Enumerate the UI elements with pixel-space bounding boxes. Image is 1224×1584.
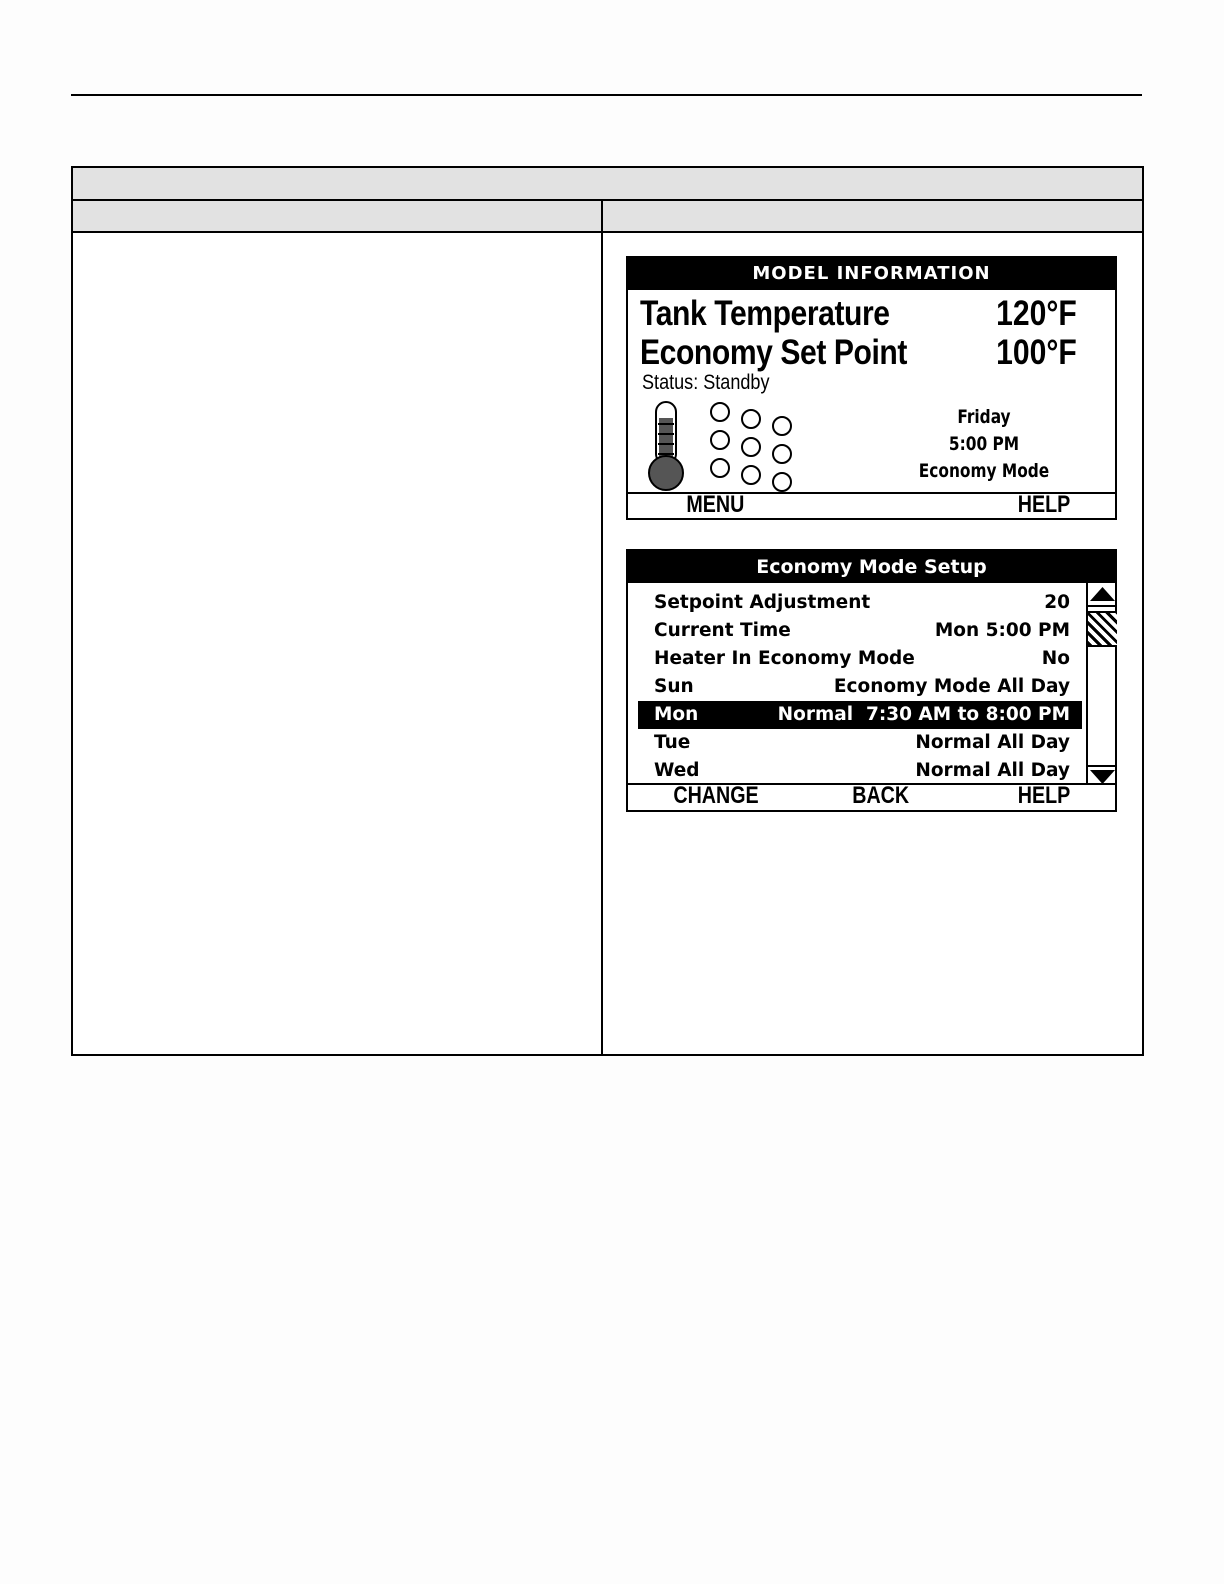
list-item-wed[interactable] [638,757,1082,785]
row-value: No [1041,648,1070,669]
row-label: Mon [654,704,699,725]
mode-text: Economy Mode [918,460,1050,482]
list-item-tue[interactable] [638,729,1082,757]
row-label: Setpoint Adjustment [654,592,871,613]
thermometer-icon [646,400,686,494]
tank-temperature-label: Tank Temperature [640,294,890,333]
menu-softkey[interactable]: MENU [686,491,745,518]
list-item-sun[interactable] [638,673,1082,701]
list-item-current-time[interactable] [638,617,1082,645]
row-value: Economy Mode All Day [833,676,1070,697]
row-value: Normal All Day [915,732,1070,753]
list-item-setpoint-adjustment[interactable] [638,589,1082,617]
time-text: 5:00 PM [948,433,1020,455]
softkey-bar [628,783,1115,810]
scroll-up-arrow-icon[interactable] [1088,583,1117,607]
row-label: Sun [654,676,694,697]
list-item-heater-in-economy-mode[interactable] [638,645,1082,673]
list-item-mon-selected[interactable] [638,701,1082,729]
day-text: Friday [957,406,1011,428]
row-value: Normal All Day [915,760,1070,781]
back-softkey[interactable]: BACK [852,782,910,809]
model-information-screen [626,256,1117,520]
scrollbar[interactable] [1086,583,1117,787]
table-column-header-row [73,201,1142,233]
table-column-divider [601,201,603,1054]
burner-dots-icon [708,401,798,497]
row-value: Normal 7:30 AM to 8:00 PM [777,704,1070,725]
table-left-cell [73,233,601,1054]
scroll-thumb[interactable] [1088,611,1117,647]
economy-setpoint-value: 100°F [996,333,1077,372]
row-value: 20 [1044,592,1070,613]
change-softkey[interactable]: CHANGE [673,782,759,809]
row-label: Heater In Economy Mode [654,648,915,669]
table-header-row [73,168,1142,201]
economy-mode-setup-screen [626,549,1117,812]
tank-temperature-value: 120°F [996,294,1077,333]
row-value: Mon 5:00 PM [934,620,1070,641]
row-label: Current Time [654,620,791,641]
status-text: Status: Standby [642,371,770,394]
row-label: Wed [654,760,700,781]
screen-title: Economy Mode Setup [628,551,1115,583]
help-softkey[interactable]: HELP [1017,491,1071,518]
row-label: Tue [654,732,691,753]
help-softkey[interactable]: HELP [1017,782,1071,809]
softkey-bar [628,492,1115,518]
settings-list [638,589,1082,785]
economy-setpoint-label: Economy Set Point [640,333,907,372]
page-header-rule [71,94,1142,96]
screen-title: MODEL INFORMATION [628,258,1115,290]
